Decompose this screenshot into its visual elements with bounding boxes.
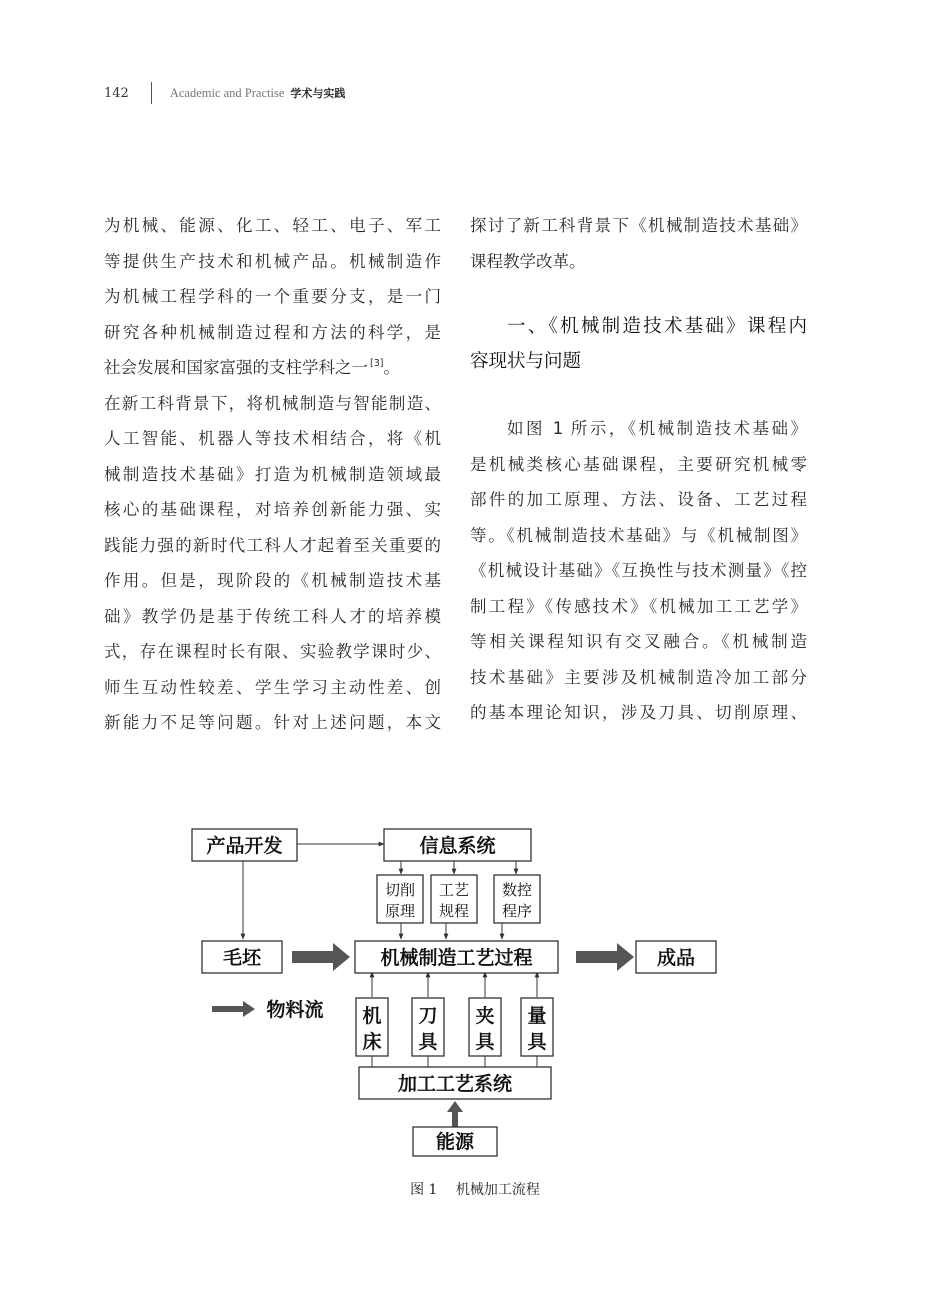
- text-line: 等。《机械制造技术基础》与《机械制图》: [470, 525, 807, 545]
- text-line: 础》教学仍是基于传统工科人才的培养模: [104, 606, 441, 626]
- text-line: 师生互动性较差、学生学习主动性差、创: [104, 677, 441, 697]
- flow-diagram: [185, 820, 725, 1165]
- text-line: 社会发展和国家富强的支柱学科之一: [104, 358, 368, 377]
- figure-caption: [0, 1179, 950, 1199]
- header-divider: [151, 82, 152, 104]
- text-line: 核心的基础课程，对培养创新能力强、实: [104, 500, 441, 519]
- left-column: [104, 208, 441, 741]
- text-line: 探讨了新工科背景下《机械制造技术基础》: [470, 216, 807, 235]
- vertical-box-labels: [362, 1004, 547, 1053]
- caption-label: 图 1: [410, 1182, 438, 1198]
- label-machine-1: 机: [362, 1005, 382, 1027]
- text-line: 制工程》《传感技术》《机械加工工艺学》: [470, 596, 807, 616]
- label-processing-system: 加工工艺系统: [397, 1073, 513, 1095]
- text-line: 新能力不足等问题。针对上述问题，本文: [104, 713, 441, 732]
- label-fixture-2: 具: [475, 1031, 495, 1053]
- text-line: 在新工科背景下，将机械制造与智能制造、: [104, 393, 441, 413]
- label-gauge-1: 量: [527, 1005, 547, 1027]
- text-line: 式，存在课程时长有限、实验教学课时少、: [104, 642, 441, 661]
- label-product-dev: 产品开发: [206, 835, 283, 857]
- line-end-punct: 。: [383, 358, 400, 377]
- journal-title-en: Academic and Practise: [169, 85, 285, 100]
- label-tool-1: 刀: [418, 1005, 438, 1027]
- right-column: [470, 208, 807, 731]
- section-heading: [470, 309, 807, 379]
- label-cutting-2: 原理: [384, 902, 416, 920]
- text-line: 人工智能、机器人等技术相结合，将《机: [104, 429, 441, 448]
- text-line: 为机械、能源、化工、轻工、电子、军工: [104, 216, 441, 235]
- text-line: 技术基础》主要涉及机械制造冷加工部分: [470, 667, 807, 687]
- label-nc-1: 数控: [501, 881, 533, 899]
- label-cutting-1: 切削: [384, 881, 416, 899]
- section-body: [470, 411, 807, 731]
- text-line: 为机械工程学科的一个重要分支，是一门: [104, 287, 441, 306]
- text-line: 等相关课程知识有交叉融合。《机械制造: [470, 632, 807, 651]
- label-machine-2: 床: [362, 1031, 382, 1053]
- thick-arrow-process-to-product: [576, 943, 634, 971]
- machining-flow-figure: [185, 820, 725, 1165]
- label-blank: 毛坯: [222, 947, 262, 969]
- text-line: 如图 1 所示，《机械制造技术基础》: [507, 419, 807, 438]
- label-energy: 能源: [435, 1131, 475, 1153]
- label-rules-1: 工艺: [438, 881, 470, 899]
- thick-arrow-blank-to-process: [292, 943, 350, 971]
- text-line: 作用。但是，现阶段的《机械制造技术基: [104, 571, 441, 590]
- text-line: 械制造技术基础》打造为机械制造领域最: [104, 464, 441, 484]
- label-product: 成品: [656, 947, 696, 969]
- label-gauge-2: 具: [527, 1031, 547, 1053]
- label-nc-2: 程序: [501, 902, 533, 920]
- text-line: 践能力强的新时代工科人才起着至关重要的: [104, 535, 441, 555]
- heading-line: 一、《机械制造技术基础》课程内: [507, 316, 807, 337]
- page-header: [104, 82, 345, 104]
- text-line: 是机械类核心基础课程，主要研究机械零: [470, 454, 807, 474]
- label-rules-2: 规程: [438, 902, 470, 920]
- text-line: 部件的加工原理、方法、设备、工艺过程: [470, 490, 807, 509]
- journal-title-cn: 学术与实践: [290, 87, 346, 100]
- text-line: 课程教学改革。: [470, 251, 586, 271]
- text-line: 的基本理论知识，涉及刀具、切削原理、: [470, 703, 807, 722]
- text-line: 等提供生产技术和机械产品。机械制造作: [104, 251, 441, 271]
- caption-title: 机械加工流程: [455, 1182, 540, 1198]
- label-process: 机械制造工艺过程: [380, 947, 533, 969]
- label-fixture-1: 夹: [475, 1005, 495, 1027]
- text-line-with-citation: [104, 350, 441, 386]
- label-tool-2: 具: [418, 1031, 438, 1053]
- heading-line: 容现状与问题: [470, 351, 582, 372]
- thick-arrow-energy-to-system: [447, 1101, 463, 1127]
- page-number: 142: [104, 85, 129, 101]
- legend-arrow: [212, 1001, 255, 1017]
- text-line: 《机械设计基础》《互换性与技术测量》《控: [470, 561, 807, 580]
- label-legend: 物料流: [266, 999, 324, 1021]
- label-info-system: 信息系统: [419, 835, 496, 857]
- text-line: 研究各种机械制造过程和方法的科学，是: [104, 322, 441, 342]
- citation-ref: [3]: [370, 358, 384, 369]
